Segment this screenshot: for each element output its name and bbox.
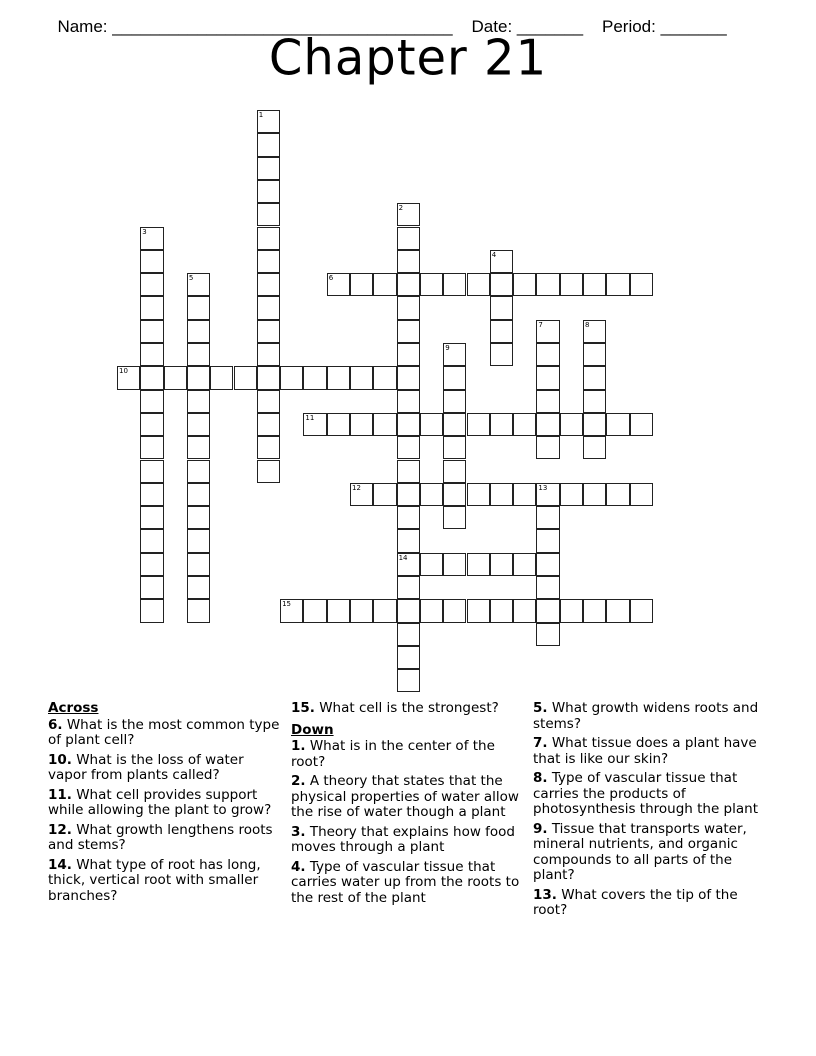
- clue-text: Theory that explains how food moves through a plant: [291, 823, 515, 855]
- clue-number: 10.: [48, 751, 72, 768]
- crossword-cell[interactable]: [630, 599, 653, 622]
- crossword-cell[interactable]: [187, 483, 210, 506]
- clue-text: What is the loss of water vapor from plants called?: [48, 751, 244, 783]
- clue-number: 13.: [533, 886, 557, 903]
- crossword-cell[interactable]: [303, 366, 326, 389]
- clue-number: 1.: [291, 738, 306, 754]
- crossword-cell[interactable]: [257, 436, 280, 459]
- crossword-cell[interactable]: [583, 366, 606, 389]
- cell-number: 1: [258, 111, 264, 119]
- cell-number: 10: [119, 367, 128, 376]
- clue-number: 5.: [533, 700, 548, 716]
- crossword-cell[interactable]: [397, 203, 420, 226]
- crossword-cell[interactable]: [443, 436, 466, 459]
- clue-text: What type of root has long, thick, vertical root with smaller branches?: [48, 856, 261, 904]
- crossword-cell[interactable]: [606, 483, 629, 506]
- clue-down-5: [533, 701, 768, 732]
- cell-number: 11: [305, 413, 315, 422]
- crossword-cell[interactable]: [560, 413, 583, 436]
- crossword-cell[interactable]: [187, 576, 210, 599]
- clue-text: Type of vascular tissue that carries the products of photosynthesis through the plant: [533, 770, 759, 817]
- crossword-cell[interactable]: [257, 157, 280, 180]
- clue-text: Type of vascular tissue that carries water up from the roots to the rest of the plant: [291, 858, 520, 906]
- crossword-cell[interactable]: [257, 460, 280, 483]
- crossword-cell[interactable]: [536, 599, 559, 622]
- clue-down-4: [291, 860, 526, 907]
- crossword-cell[interactable]: [397, 250, 420, 273]
- crossword-cell[interactable]: [187, 366, 210, 389]
- crossword-cell[interactable]: [536, 343, 559, 366]
- crossword-cell[interactable]: [560, 599, 583, 622]
- cell-number: 15: [282, 600, 292, 609]
- clue-text: What is the most common type of plant cell?: [48, 716, 280, 748]
- clue-number: 14.: [48, 856, 72, 873]
- crossword-cell[interactable]: [327, 413, 350, 436]
- crossword-cell[interactable]: [257, 110, 280, 133]
- crossword-cell[interactable]: [630, 273, 653, 296]
- crossword-cell[interactable]: [397, 436, 420, 459]
- crossword-cell[interactable]: [140, 576, 163, 599]
- crossword-cell[interactable]: [467, 553, 490, 576]
- clue-text: Tissue that transports water, mineral nutrients, and organic compounds to all parts of the plant?: [533, 820, 747, 883]
- crossword-cell[interactable]: [187, 460, 210, 483]
- period-field[interactable]: Period: _______: [601, 17, 727, 36]
- clue-across-6: [48, 718, 283, 749]
- clue-number: 2.: [291, 773, 306, 789]
- crossword-cell[interactable]: [140, 273, 163, 296]
- crossword-cell[interactable]: [397, 413, 420, 436]
- crossword-cell[interactable]: [420, 413, 443, 436]
- crossword-cell[interactable]: [187, 320, 210, 343]
- crossword-cell[interactable]: [187, 343, 210, 366]
- crossword-cell[interactable]: [490, 320, 513, 343]
- crossword-cell[interactable]: [350, 599, 373, 622]
- crossword-cell[interactable]: [187, 413, 210, 436]
- crossword-cell[interactable]: [397, 529, 420, 552]
- crossword-cell[interactable]: [513, 599, 536, 622]
- crossword-cell[interactable]: [536, 390, 559, 413]
- crossword-cell[interactable]: [397, 296, 420, 319]
- crossword-cell[interactable]: [397, 483, 420, 506]
- crossword-cell[interactable]: [373, 273, 396, 296]
- down-heading: Down: [291, 721, 334, 738]
- crossword-cell[interactable]: [490, 343, 513, 366]
- clue-down-7: [533, 736, 768, 767]
- crossword-cell[interactable]: [257, 273, 280, 296]
- crossword-cell[interactable]: [140, 227, 163, 250]
- crossword-cell[interactable]: [536, 623, 559, 646]
- crossword-cell[interactable]: [257, 133, 280, 156]
- cell-number: 7: [538, 320, 543, 329]
- crossword-cell[interactable]: [513, 553, 536, 576]
- crossword-cell[interactable]: [606, 273, 629, 296]
- crossword-cell[interactable]: [536, 483, 559, 506]
- crossword-cell[interactable]: [443, 460, 466, 483]
- crossword-cell[interactable]: [373, 413, 396, 436]
- crossword-cell[interactable]: [397, 553, 420, 576]
- crossword-cell[interactable]: [536, 366, 559, 389]
- crossword-cell[interactable]: [630, 413, 653, 436]
- crossword-cell[interactable]: [583, 413, 606, 436]
- crossword-cell[interactable]: [210, 366, 233, 389]
- crossword-cell[interactable]: [560, 483, 583, 506]
- crossword-cell[interactable]: [397, 227, 420, 250]
- clue-text: What covers the tip of the root?: [533, 886, 738, 918]
- clue-text: What growth widens roots and stems?: [533, 700, 759, 732]
- crossword-cell[interactable]: [373, 599, 396, 622]
- crossword-cell[interactable]: [397, 623, 420, 646]
- crossword-cell[interactable]: [257, 413, 280, 436]
- name-field[interactable]: Name: ____________________________________: [57, 17, 453, 36]
- crossword-cell[interactable]: [257, 390, 280, 413]
- crossword-cell[interactable]: [420, 273, 443, 296]
- cell-number: 5: [188, 274, 194, 283]
- crossword-cell[interactable]: [490, 413, 513, 436]
- crossword-cell[interactable]: [467, 599, 490, 622]
- crossword-cell[interactable]: [397, 576, 420, 599]
- crossword-cell[interactable]: [443, 343, 466, 366]
- clue-down-2: [291, 774, 526, 821]
- crossword-cell[interactable]: [140, 320, 163, 343]
- crossword-cell[interactable]: [397, 669, 420, 692]
- crossword-cell[interactable]: [140, 483, 163, 506]
- page-title: Chapter 21: [268, 29, 548, 87]
- clue-text: A theory that states that the physical properties of water allow the rise of water though a plant: [291, 773, 519, 820]
- crossword-cell[interactable]: [397, 646, 420, 669]
- crossword-cell[interactable]: [373, 366, 396, 389]
- clue-across-14: [48, 858, 283, 905]
- clue-text: What growth lengthens roots and stems?: [48, 821, 273, 853]
- crossword-cell[interactable]: [490, 599, 513, 622]
- clue-down-3: [291, 825, 526, 856]
- crossword-cell[interactable]: [536, 553, 559, 576]
- crossword-cell[interactable]: [373, 483, 396, 506]
- crossword-cell[interactable]: [187, 273, 210, 296]
- crossword-cell[interactable]: [443, 366, 466, 389]
- crossword-cell[interactable]: [467, 483, 490, 506]
- crossword-cell[interactable]: [420, 599, 443, 622]
- crossword-cell[interactable]: [536, 273, 559, 296]
- crossword-cell[interactable]: [443, 390, 466, 413]
- crossword-cell[interactable]: [187, 436, 210, 459]
- crossword-cell[interactable]: [303, 413, 326, 436]
- crossword-cell[interactable]: [583, 273, 606, 296]
- crossword-cell[interactable]: [140, 599, 163, 622]
- clue-number: 9.: [533, 820, 548, 837]
- crossword-cell[interactable]: [443, 553, 466, 576]
- crossword-cell[interactable]: [140, 460, 163, 483]
- crossword-cell[interactable]: [187, 529, 210, 552]
- crossword-cell[interactable]: [467, 273, 490, 296]
- crossword-cell[interactable]: [536, 506, 559, 529]
- crossword-cell[interactable]: [257, 180, 280, 203]
- crossword-cell[interactable]: [257, 203, 280, 226]
- cell-number: 13: [538, 483, 548, 492]
- crossword-cell[interactable]: [583, 483, 606, 506]
- crossword-cell[interactable]: [443, 413, 466, 436]
- crossword-cell[interactable]: [117, 366, 140, 389]
- crossword-cell[interactable]: [280, 366, 303, 389]
- crossword-cell[interactable]: [257, 296, 280, 319]
- crossword-cell[interactable]: [467, 413, 490, 436]
- crossword-cell[interactable]: [490, 296, 513, 319]
- crossword-cell[interactable]: [140, 250, 163, 273]
- crossword-cell[interactable]: [140, 413, 163, 436]
- crossword-cell[interactable]: [443, 483, 466, 506]
- crossword-cell[interactable]: [560, 273, 583, 296]
- clue-down-8: [533, 771, 768, 818]
- cell-number: 14: [398, 553, 408, 562]
- clue-number: 11.: [48, 786, 72, 803]
- crossword-cell[interactable]: [397, 390, 420, 413]
- clues-column-2: [291, 701, 526, 910]
- crossword-cell[interactable]: [257, 366, 280, 389]
- clue-text: What is in the center of the root?: [291, 738, 495, 770]
- crossword-cell[interactable]: [327, 273, 350, 296]
- crossword-cell[interactable]: [420, 483, 443, 506]
- crossword-cell[interactable]: [397, 460, 420, 483]
- crossword-cell[interactable]: [490, 250, 513, 273]
- crossword-cell[interactable]: [583, 436, 606, 459]
- crossword-cell[interactable]: [513, 483, 536, 506]
- clue-number: 7.: [533, 735, 548, 751]
- crossword-cell[interactable]: [140, 390, 163, 413]
- clue-across-15: [291, 701, 526, 717]
- cell-number: 8: [585, 320, 590, 329]
- crossword-cell[interactable]: [140, 436, 163, 459]
- crossword-cell[interactable]: [536, 436, 559, 459]
- cell-number: 9: [445, 344, 450, 352]
- crossword-cell[interactable]: [140, 343, 163, 366]
- crossword-cell[interactable]: [187, 506, 210, 529]
- clue-across-10: [48, 753, 283, 784]
- clue-text: What cell is the strongest?: [314, 700, 499, 716]
- crossword-cell[interactable]: [443, 599, 466, 622]
- clue-number: 12.: [48, 821, 72, 838]
- clue-down-1: [291, 739, 526, 770]
- crossword-cell[interactable]: [187, 599, 210, 622]
- crossword-cell[interactable]: [140, 506, 163, 529]
- clue-down-13: [533, 888, 768, 919]
- crossword-cell[interactable]: [397, 366, 420, 389]
- clue-across-12: [48, 823, 283, 854]
- across-heading: Across: [48, 700, 99, 716]
- clue-text: What tissue does a plant have that is like our skin?: [533, 735, 757, 767]
- crossword-cell[interactable]: [490, 553, 513, 576]
- crossword-cell[interactable]: [327, 599, 350, 622]
- crossword-cell[interactable]: [140, 553, 163, 576]
- cell-number: 3: [142, 227, 147, 236]
- crossword-cell[interactable]: [303, 599, 326, 622]
- crossword-cell[interactable]: [606, 599, 629, 622]
- crossword-cell[interactable]: [536, 529, 559, 552]
- crossword-cell[interactable]: [606, 413, 629, 436]
- crossword-cell[interactable]: [583, 320, 606, 343]
- crossword-cell[interactable]: [350, 413, 373, 436]
- crossword-cell[interactable]: [536, 320, 559, 343]
- crossword-cell[interactable]: [257, 320, 280, 343]
- crossword-cell[interactable]: [140, 529, 163, 552]
- crossword-cell[interactable]: [397, 599, 420, 622]
- clues-column-3: [533, 701, 768, 923]
- cell-number: 6: [328, 274, 334, 283]
- crossword-cell[interactable]: [187, 390, 210, 413]
- crossword-cell[interactable]: [140, 366, 163, 389]
- crossword-cell[interactable]: [280, 599, 303, 622]
- crossword-cell[interactable]: [397, 273, 420, 296]
- crossword-cell[interactable]: [234, 366, 257, 389]
- crossword-cell[interactable]: [583, 390, 606, 413]
- crossword-cell[interactable]: [257, 227, 280, 250]
- crossword-cell[interactable]: [140, 296, 163, 319]
- crossword-cell[interactable]: [257, 343, 280, 366]
- clue-number: 6.: [48, 716, 63, 733]
- clue-number: 15.: [291, 700, 315, 716]
- clue-number: 3.: [291, 823, 306, 840]
- crossword-cell[interactable]: [490, 273, 513, 296]
- crossword-cell[interactable]: [350, 366, 373, 389]
- crossword-cell[interactable]: [443, 273, 466, 296]
- clues-column-1: [48, 701, 283, 908]
- crossword-cell[interactable]: [420, 553, 443, 576]
- crossword-cell[interactable]: [443, 506, 466, 529]
- cell-number: 4: [491, 250, 497, 259]
- cell-number: 2: [398, 204, 404, 213]
- crossword-cell[interactable]: [257, 250, 280, 273]
- crossword-cell[interactable]: [164, 366, 187, 389]
- crossword-cell[interactable]: [583, 599, 606, 622]
- clue-number: 4.: [291, 858, 306, 875]
- crossword-cell[interactable]: [350, 483, 373, 506]
- crossword-cell[interactable]: [536, 413, 559, 436]
- crossword-cell[interactable]: [187, 553, 210, 576]
- crossword-cell[interactable]: [397, 506, 420, 529]
- cell-number: 12: [352, 483, 361, 492]
- crossword-cell[interactable]: [490, 483, 513, 506]
- crossword-cell[interactable]: [327, 366, 350, 389]
- crossword-cell[interactable]: [583, 343, 606, 366]
- crossword-cell[interactable]: [513, 273, 536, 296]
- clue-across-11: [48, 788, 283, 819]
- clue-text: What cell provides support while allowing the plant to grow?: [48, 786, 272, 818]
- crossword-cell[interactable]: [397, 343, 420, 366]
- crossword-cell[interactable]: [187, 296, 210, 319]
- crossword-cell[interactable]: [397, 320, 420, 343]
- date-field[interactable]: Date: _______: [471, 17, 584, 36]
- crossword-cell[interactable]: [630, 483, 653, 506]
- crossword-cell[interactable]: [513, 413, 536, 436]
- clue-number: 8.: [533, 770, 548, 786]
- crossword-cell[interactable]: [350, 273, 373, 296]
- clue-down-9: [533, 822, 768, 884]
- crossword-cell[interactable]: [536, 576, 559, 599]
